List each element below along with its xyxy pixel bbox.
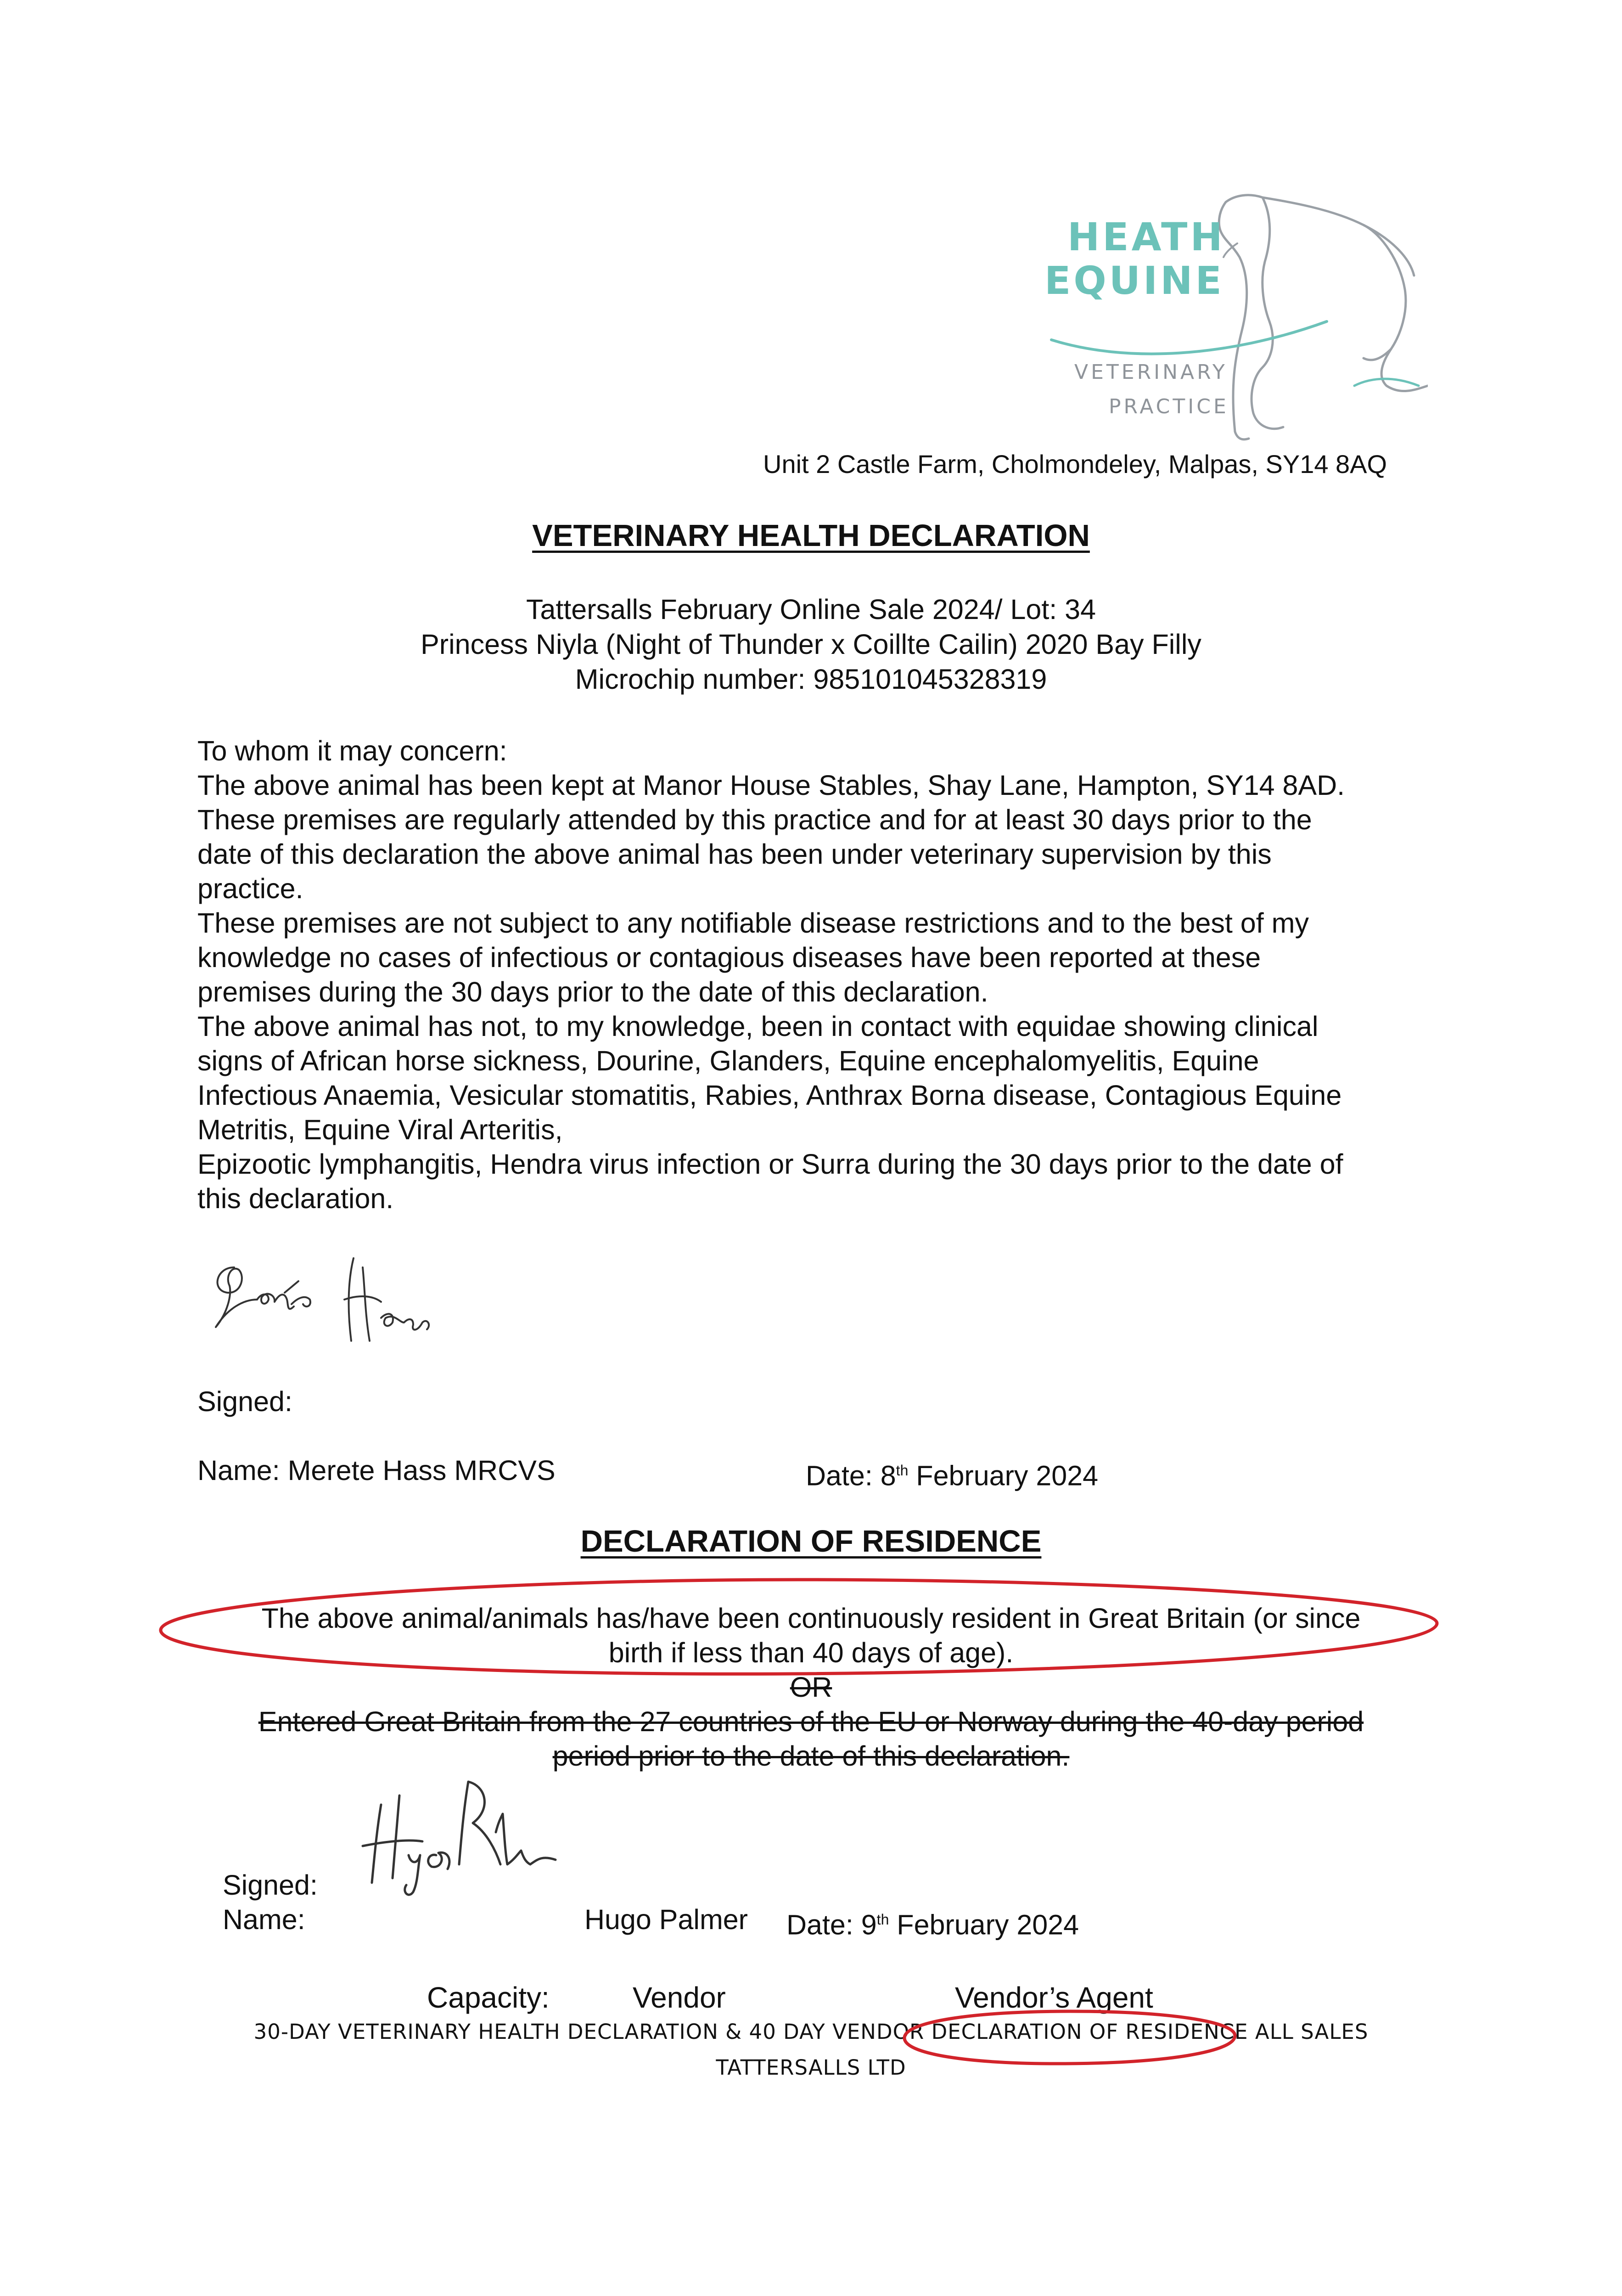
vendor-date — [786, 1902, 1079, 1942]
vet-date-suffix: th — [896, 1462, 909, 1479]
sale-line: Tattersalls February Online Sale 2024/ Lot: 34 — [526, 594, 1096, 625]
capacity-vendor: Vendor — [633, 1981, 726, 2014]
footer-line-1: 30-DAY VETERINARY HEALTH DECLARATION & 40 DAY VENDOR DECLARATION OF RESIDENCE ALL SALES — [253, 2020, 1369, 2044]
body-line: this declaration. — [197, 1183, 394, 1214]
logo-text-heath: HEATH — [1067, 214, 1225, 259]
struck-line-1: Entered Great Britain from the 27 countries of the EU or Norway during the 40-day period — [258, 1706, 1364, 1737]
vet-date-rest: February 2024 — [908, 1460, 1099, 1491]
vet-signed-label: Signed: — [197, 1386, 292, 1417]
health-declaration-title: VETERINARY HEALTH DECLARATION — [532, 518, 1090, 553]
vendor-signed-label: Signed: — [223, 1869, 318, 1901]
capacity-label: Capacity: — [427, 1981, 550, 2014]
vendor-date-label: Date: 9 — [786, 1909, 877, 1941]
body-line: These premises are not subject to any notifiable disease restrictions and to the best of my — [197, 907, 1309, 939]
practice-address: Unit 2 Castle Farm, Cholmondeley, Malpas, SY14 8AQ — [763, 450, 1387, 478]
body-line: date of this declaration the above animal has been under veterinary supervision by this — [197, 838, 1272, 870]
logo-text-practice: PRACTICE — [1109, 395, 1229, 418]
horse-line-art — [1219, 195, 1428, 439]
body-line: premises during the 30 days prior to the date of this declaration. — [197, 976, 988, 1007]
body-line: Epizootic lymphangitis, Hendra virus infection or Surra during the 30 days prior to the date of — [197, 1148, 1343, 1180]
capacity-vendors-agent: Vendor’s Agent — [955, 1981, 1153, 2014]
logo-swoosh — [1051, 321, 1327, 354]
struck-or: OR — [790, 1671, 832, 1703]
vendor-signature — [349, 1773, 560, 1910]
horse-line: Princess Niyla (Night of Thunder x Coillte Cailin) 2020 Bay Filly — [421, 629, 1201, 660]
vendor-date-suffix: th — [876, 1911, 889, 1928]
vendor-name-label: Name: — [223, 1904, 305, 1935]
struck-line-2: period prior to the date of this declaration. — [552, 1740, 1070, 1772]
vet-name: Name: Merete Hass MRCVS — [197, 1455, 556, 1486]
body-line: To whom it may concern: — [197, 735, 507, 766]
logo-text-veterinary: VETERINARY — [1074, 360, 1228, 384]
body-line: Infectious Anaemia, Vesicular stomatitis, Rabies, Anthrax Borna disease, Contagious Equine — [197, 1080, 1342, 1111]
heath-equine-logo — [1033, 184, 1428, 459]
body-line: These premises are regularly attended by this practice and for at least 30 days prior to the — [197, 804, 1312, 835]
residence-line-1: The above animal/animals has/have been continuously resident in Great Britain (or since — [261, 1603, 1361, 1634]
residence-line-2: birth if less than 40 days of age). — [608, 1637, 1014, 1668]
residence-declaration-title: DECLARATION OF RESIDENCE — [580, 1524, 1042, 1559]
footer-annotation-circle — [895, 2006, 1244, 2070]
microchip-line: Microchip number: 985101045328319 — [575, 664, 1047, 695]
vet-date — [806, 1453, 1098, 1493]
logo-text-equine: EQUINE — [1044, 258, 1224, 303]
vendor-date-rest: February 2024 — [889, 1909, 1079, 1941]
footer-line-2: TATTERSALLS LTD — [716, 2055, 906, 2080]
body-line: knowledge no cases of infectious or contagious diseases have been reported at these — [197, 942, 1261, 973]
body-line: The above animal has been kept at Manor House Stables, Shay Lane, Hampton, SY14 8AD. — [197, 770, 1345, 801]
body-line: practice. — [197, 873, 303, 904]
body-line: signs of African horse sickness, Dourine, Glanders, Equine encephalomyelitis, Equine — [197, 1045, 1259, 1076]
body-line: Metritis, Equine Viral Arteritis, — [197, 1114, 563, 1145]
vet-signature — [207, 1249, 464, 1350]
vendor-name: Hugo Palmer — [584, 1904, 748, 1935]
body-line: The above animal has not, to my knowledge, been in contact with equidae showing clinical — [197, 1011, 1319, 1042]
vet-date-label: Date: 8 — [806, 1460, 896, 1491]
